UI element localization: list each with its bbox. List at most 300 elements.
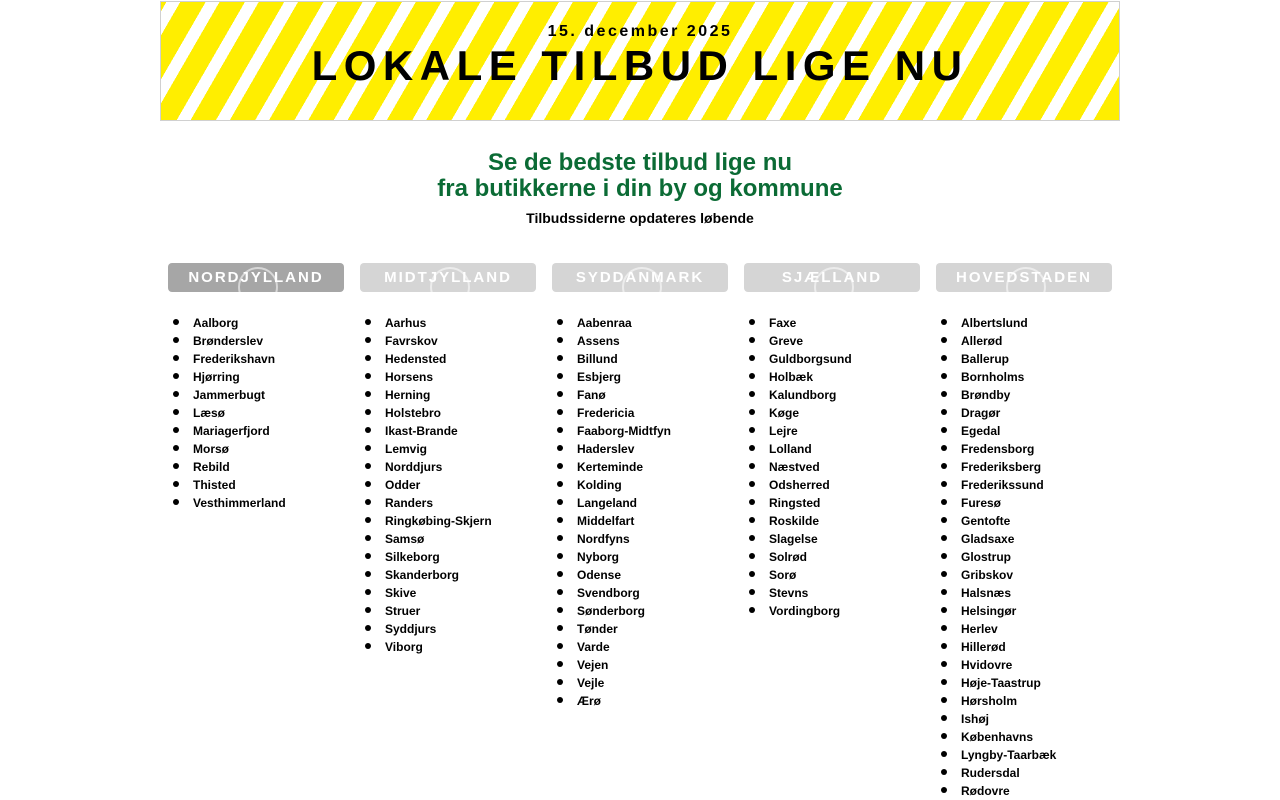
- bullet-icon: [941, 409, 947, 415]
- city-name: Ringsted: [769, 496, 821, 510]
- bullet-icon: [749, 319, 755, 325]
- city-name: Rudersdal: [961, 766, 1020, 780]
- city-name: Nyborg: [577, 550, 619, 564]
- bullet-icon: [557, 391, 563, 397]
- city-link[interactable]: [552, 656, 728, 674]
- city-link[interactable]: [552, 530, 728, 548]
- bullet-icon: [941, 625, 947, 631]
- city-name: Fredensborg: [961, 442, 1035, 456]
- city-name: Rebild: [193, 460, 230, 474]
- city-name: Frederiksberg: [961, 460, 1042, 474]
- city-name: Favrskov: [385, 334, 438, 348]
- bullet-icon: [557, 373, 563, 379]
- city-name: Varde: [577, 640, 610, 654]
- region-tab-midtjylland[interactable]: [360, 263, 536, 292]
- city-name: Jammerbugt: [193, 388, 266, 402]
- city-name: Gladsaxe: [961, 532, 1015, 546]
- city-link[interactable]: [936, 386, 1112, 404]
- city-link[interactable]: [360, 422, 536, 440]
- bullet-icon: [941, 535, 947, 541]
- city-link[interactable]: [552, 674, 728, 692]
- city-link[interactable]: [552, 692, 728, 710]
- city-name: Hillerød: [961, 640, 1006, 654]
- city-name: Høje-Taastrup: [961, 676, 1041, 690]
- bullet-icon: [557, 697, 563, 703]
- city-name: Herlev: [961, 622, 998, 636]
- bullet-icon: [941, 445, 947, 451]
- bullet-icon: [365, 355, 371, 361]
- city-link[interactable]: [552, 440, 728, 458]
- region-column-nordjylland: [168, 263, 344, 512]
- city-name: Vejle: [577, 676, 605, 690]
- city-link[interactable]: [552, 548, 728, 566]
- city-name: Hedensted: [385, 352, 447, 366]
- bullet-icon: [749, 553, 755, 559]
- region-column-hovedstaden: [936, 263, 1112, 800]
- bullet-icon: [749, 427, 755, 433]
- city-link[interactable]: [936, 728, 1112, 746]
- city-link[interactable]: [744, 332, 920, 350]
- bullet-icon: [557, 463, 563, 469]
- bullet-icon: [173, 481, 179, 487]
- city-name: Holstebro: [385, 406, 442, 420]
- city-name: Lejre: [769, 424, 798, 438]
- intro-heading-line1: Se de bedste tilbud lige nu: [487, 149, 793, 176]
- bullet-icon: [941, 769, 947, 775]
- bullet-icon: [173, 427, 179, 433]
- bullet-icon: [557, 553, 563, 559]
- city-name: Sorø: [769, 568, 797, 582]
- intro-section: [160, 150, 1120, 226]
- bullet-icon: [941, 643, 947, 649]
- city-link[interactable]: [936, 530, 1112, 548]
- city-link[interactable]: [744, 602, 920, 620]
- city-link[interactable]: [360, 638, 536, 656]
- bullet-icon: [941, 319, 947, 325]
- bullet-icon: [941, 751, 947, 757]
- city-link[interactable]: [744, 548, 920, 566]
- city-link[interactable]: [744, 584, 920, 602]
- bullet-icon: [557, 481, 563, 487]
- city-name: Sønderborg: [577, 604, 645, 618]
- bullet-icon: [365, 337, 371, 343]
- city-link[interactable]: [744, 350, 920, 368]
- bullet-icon: [365, 553, 371, 559]
- city-link[interactable]: [552, 404, 728, 422]
- city-name: Middelfart: [577, 514, 635, 528]
- city-link[interactable]: [744, 512, 920, 530]
- bullet-icon: [365, 409, 371, 415]
- bullet-icon: [557, 535, 563, 541]
- city-list: [936, 314, 1112, 800]
- bullet-icon: [365, 427, 371, 433]
- city-link[interactable]: [744, 566, 920, 584]
- bullet-icon: [749, 517, 755, 523]
- bullet-icon: [749, 337, 755, 343]
- bullet-icon: [749, 571, 755, 577]
- bullet-icon: [941, 499, 947, 505]
- city-list: [360, 314, 536, 656]
- city-name: Billund: [577, 352, 618, 366]
- intro-subheading: Tilbudssiderne opdateres løbende: [526, 210, 754, 226]
- region-tab-nordjylland[interactable]: [168, 263, 344, 292]
- city-link[interactable]: [744, 494, 920, 512]
- city-link[interactable]: [360, 368, 536, 386]
- city-link[interactable]: [936, 584, 1112, 602]
- bullet-icon: [557, 643, 563, 649]
- city-link[interactable]: [936, 674, 1112, 692]
- bullet-icon: [557, 409, 563, 415]
- city-link[interactable]: [936, 422, 1112, 440]
- bullet-icon: [557, 517, 563, 523]
- intro-heading-line2: fra butikkerne i din by og kommune: [437, 175, 843, 202]
- city-name: Vesthimmerland: [193, 496, 286, 510]
- city-link[interactable]: [936, 746, 1112, 764]
- bullet-icon: [941, 697, 947, 703]
- city-link[interactable]: [552, 620, 728, 638]
- city-name: Herning: [385, 388, 431, 402]
- bullet-icon: [941, 463, 947, 469]
- bullet-icon: [173, 409, 179, 415]
- city-link[interactable]: [168, 494, 344, 512]
- city-name: Ringkøbing-Skjern: [385, 514, 492, 528]
- region-tab-sjælland[interactable]: [744, 263, 920, 292]
- bullet-icon: [941, 391, 947, 397]
- city-name: Greve: [769, 334, 804, 348]
- city-link[interactable]: [936, 314, 1112, 332]
- city-link[interactable]: [168, 422, 344, 440]
- bullet-icon: [749, 355, 755, 361]
- city-link[interactable]: [936, 602, 1112, 620]
- city-name: Morsø: [193, 442, 229, 456]
- city-name: Kolding: [577, 478, 622, 492]
- city-name: Faxe: [769, 316, 797, 330]
- city-link[interactable]: [936, 440, 1112, 458]
- city-link[interactable]: [360, 512, 536, 530]
- city-name: Aalborg: [193, 316, 239, 330]
- bullet-icon: [173, 373, 179, 379]
- bullet-icon: [557, 571, 563, 577]
- bullet-icon: [365, 571, 371, 577]
- bullet-icon: [365, 643, 371, 649]
- bullet-icon: [365, 499, 371, 505]
- city-name: Hvidovre: [961, 658, 1013, 672]
- city-name: Lolland: [769, 442, 812, 456]
- city-link[interactable]: [744, 476, 920, 494]
- city-link[interactable]: [552, 458, 728, 476]
- bullet-icon: [365, 589, 371, 595]
- city-link[interactable]: [936, 512, 1112, 530]
- bullet-icon: [365, 445, 371, 451]
- city-name: Norddjurs: [385, 460, 443, 474]
- city-link[interactable]: [168, 314, 344, 332]
- city-name: Brønderslev: [193, 334, 264, 348]
- bullet-icon: [941, 787, 947, 793]
- city-link[interactable]: [744, 404, 920, 422]
- city-name: Albertslund: [961, 316, 1028, 330]
- city-link[interactable]: [360, 404, 536, 422]
- intro-heading: [160, 150, 1120, 202]
- city-name: Dragør: [961, 406, 1001, 420]
- city-link[interactable]: [168, 386, 344, 404]
- city-name: Esbjerg: [577, 370, 622, 384]
- city-name: Thisted: [193, 478, 236, 492]
- city-name: Svendborg: [577, 586, 640, 600]
- bullet-icon: [173, 391, 179, 397]
- city-name: Fanø: [577, 388, 606, 402]
- city-name: Odense: [577, 568, 622, 582]
- city-name: Lemvig: [385, 442, 428, 456]
- city-link[interactable]: [552, 368, 728, 386]
- city-link[interactable]: [552, 386, 728, 404]
- region-tab-label: SJÆLLAND: [781, 269, 883, 286]
- bullet-icon: [749, 535, 755, 541]
- region-tab-label: MIDTJYLLAND: [384, 269, 512, 286]
- city-link[interactable]: [936, 656, 1112, 674]
- city-link[interactable]: [360, 440, 536, 458]
- city-name: Ishøj: [961, 712, 990, 726]
- city-link[interactable]: [360, 350, 536, 368]
- city-link[interactable]: [360, 494, 536, 512]
- city-name: Syddjurs: [385, 622, 437, 636]
- city-name: Solrød: [769, 550, 807, 564]
- city-link[interactable]: [168, 458, 344, 476]
- city-link[interactable]: [360, 476, 536, 494]
- city-link[interactable]: [168, 332, 344, 350]
- city-link[interactable]: [936, 782, 1112, 800]
- city-name: Københavns: [961, 730, 1034, 744]
- city-link[interactable]: [360, 530, 536, 548]
- city-name: Bornholms: [961, 370, 1025, 384]
- city-link[interactable]: [936, 476, 1112, 494]
- region-column-sjælland: [744, 263, 920, 620]
- city-name: Horsens: [385, 370, 434, 384]
- header-banner: [160, 1, 1120, 121]
- region-column-syddanmark: [552, 263, 728, 710]
- city-list: [744, 314, 920, 620]
- city-name: Vejen: [577, 658, 609, 672]
- city-name: Roskilde: [769, 514, 820, 528]
- city-name: Allerød: [961, 334, 1003, 348]
- city-link[interactable]: [936, 620, 1112, 638]
- city-link[interactable]: [744, 422, 920, 440]
- bullet-icon: [749, 445, 755, 451]
- region-tab-hovedstaden[interactable]: [936, 263, 1112, 292]
- bullet-icon: [941, 427, 947, 433]
- bullet-icon: [365, 535, 371, 541]
- city-name: Aarhus: [385, 316, 427, 330]
- city-name: Assens: [577, 334, 620, 348]
- city-name: Ærø: [577, 694, 601, 708]
- bullet-icon: [365, 373, 371, 379]
- city-name: Gentofte: [961, 514, 1011, 528]
- city-name: Faaborg-Midtfyn: [577, 424, 671, 438]
- bullet-icon: [173, 355, 179, 361]
- bullet-icon: [365, 463, 371, 469]
- city-name: Ikast-Brande: [385, 424, 458, 438]
- city-link[interactable]: [552, 476, 728, 494]
- bullet-icon: [173, 319, 179, 325]
- city-link[interactable]: [936, 350, 1112, 368]
- city-link[interactable]: [360, 566, 536, 584]
- city-link[interactable]: [552, 314, 728, 332]
- bullet-icon: [557, 319, 563, 325]
- city-link[interactable]: [936, 458, 1112, 476]
- bullet-icon: [173, 337, 179, 343]
- bullet-icon: [557, 679, 563, 685]
- city-link[interactable]: [936, 638, 1112, 656]
- city-name: Mariagerfjord: [193, 424, 270, 438]
- city-name: Køge: [769, 406, 799, 420]
- city-name: Halsnæs: [961, 586, 1012, 600]
- city-link[interactable]: [936, 548, 1112, 566]
- city-link[interactable]: [552, 584, 728, 602]
- city-name: Tønder: [577, 622, 618, 636]
- bullet-icon: [749, 391, 755, 397]
- city-link[interactable]: [552, 638, 728, 656]
- header-title: LOKALE TILBUD LIGE NU: [311, 42, 969, 89]
- bullet-icon: [557, 607, 563, 613]
- region-column-midtjylland: [360, 263, 536, 656]
- bullet-icon: [557, 445, 563, 451]
- bullet-icon: [365, 481, 371, 487]
- bullet-icon: [941, 481, 947, 487]
- city-link[interactable]: [360, 602, 536, 620]
- bullet-icon: [557, 355, 563, 361]
- city-name: Haderslev: [577, 442, 635, 456]
- city-name: Viborg: [385, 640, 423, 654]
- city-link[interactable]: [936, 404, 1112, 422]
- bullet-icon: [941, 355, 947, 361]
- bullet-icon: [941, 733, 947, 739]
- city-name: Gribskov: [961, 568, 1014, 582]
- city-name: Struer: [385, 604, 421, 618]
- region-tab-label: SYDDANMARK: [575, 269, 705, 286]
- bullet-icon: [173, 499, 179, 505]
- header-date: 15. december 2025: [547, 23, 733, 40]
- city-link[interactable]: [360, 332, 536, 350]
- city-link[interactable]: [552, 332, 728, 350]
- city-link[interactable]: [936, 494, 1112, 512]
- city-link[interactable]: [936, 764, 1112, 782]
- city-name: Næstved: [769, 460, 820, 474]
- bullet-icon: [941, 607, 947, 613]
- bullet-icon: [749, 373, 755, 379]
- bullet-icon: [749, 481, 755, 487]
- city-link[interactable]: [744, 440, 920, 458]
- city-link[interactable]: [936, 566, 1112, 584]
- bullet-icon: [941, 373, 947, 379]
- city-link[interactable]: [168, 476, 344, 494]
- city-link[interactable]: [936, 332, 1112, 350]
- city-link[interactable]: [360, 548, 536, 566]
- city-link[interactable]: [552, 512, 728, 530]
- region-tab-label: HOVEDSTADEN: [956, 269, 1092, 286]
- bullet-icon: [365, 391, 371, 397]
- city-link[interactable]: [360, 386, 536, 404]
- city-link[interactable]: [168, 368, 344, 386]
- city-name: Odder: [385, 478, 421, 492]
- city-link[interactable]: [744, 386, 920, 404]
- city-link[interactable]: [360, 584, 536, 602]
- bullet-icon: [557, 499, 563, 505]
- bullet-icon: [749, 607, 755, 613]
- bullet-icon: [173, 445, 179, 451]
- city-link[interactable]: [552, 494, 728, 512]
- bullet-icon: [941, 661, 947, 667]
- city-name: Frederikssund: [961, 478, 1044, 492]
- city-link[interactable]: [168, 404, 344, 422]
- city-list: [168, 314, 344, 512]
- city-link[interactable]: [360, 458, 536, 476]
- city-name: Glostrup: [961, 550, 1011, 564]
- city-name: Hørsholm: [961, 694, 1018, 708]
- bullet-icon: [173, 463, 179, 469]
- bullet-icon: [557, 427, 563, 433]
- city-name: Aabenraa: [577, 316, 632, 330]
- bullet-icon: [365, 625, 371, 631]
- city-name: Odsherred: [769, 478, 830, 492]
- bullet-icon: [749, 589, 755, 595]
- bullet-icon: [749, 463, 755, 469]
- bullet-icon: [557, 661, 563, 667]
- city-name: Hjørring: [193, 370, 240, 384]
- city-link[interactable]: [744, 530, 920, 548]
- city-link[interactable]: [936, 692, 1112, 710]
- city-name: Silkeborg: [385, 550, 440, 564]
- city-link[interactable]: [552, 350, 728, 368]
- city-name: Skive: [385, 586, 417, 600]
- city-link[interactable]: [552, 602, 728, 620]
- bullet-icon: [941, 337, 947, 343]
- city-name: Stevns: [769, 586, 809, 600]
- city-name: Samsø: [385, 532, 425, 546]
- city-link[interactable]: [936, 368, 1112, 386]
- city-name: Fredericia: [577, 406, 635, 420]
- city-name: Kerteminde: [577, 460, 644, 474]
- bullet-icon: [941, 571, 947, 577]
- city-link[interactable]: [168, 350, 344, 368]
- bullet-icon: [365, 607, 371, 613]
- city-link[interactable]: [360, 620, 536, 638]
- city-list: [552, 314, 728, 710]
- city-name: Guldborgsund: [769, 352, 852, 366]
- city-link[interactable]: [744, 314, 920, 332]
- city-name: Rødovre: [961, 784, 1010, 798]
- city-name: Skanderborg: [385, 568, 460, 582]
- city-name: Frederikshavn: [193, 352, 276, 366]
- city-name: Slagelse: [769, 532, 818, 546]
- bullet-icon: [557, 337, 563, 343]
- city-link[interactable]: [360, 314, 536, 332]
- bullet-icon: [941, 715, 947, 721]
- bullet-icon: [749, 409, 755, 415]
- city-name: Vordingborg: [769, 604, 841, 618]
- city-link[interactable]: [552, 566, 728, 584]
- city-link[interactable]: [744, 458, 920, 476]
- city-name: Helsingør: [961, 604, 1017, 618]
- bullet-icon: [941, 553, 947, 559]
- city-link[interactable]: [552, 422, 728, 440]
- bullet-icon: [365, 517, 371, 523]
- city-name: Randers: [385, 496, 434, 510]
- city-link[interactable]: [936, 710, 1112, 728]
- city-link[interactable]: [168, 440, 344, 458]
- city-link[interactable]: [744, 368, 920, 386]
- bullet-icon: [365, 319, 371, 325]
- city-name: Brøndby: [961, 388, 1011, 402]
- region-tab-syddanmark[interactable]: [552, 263, 728, 292]
